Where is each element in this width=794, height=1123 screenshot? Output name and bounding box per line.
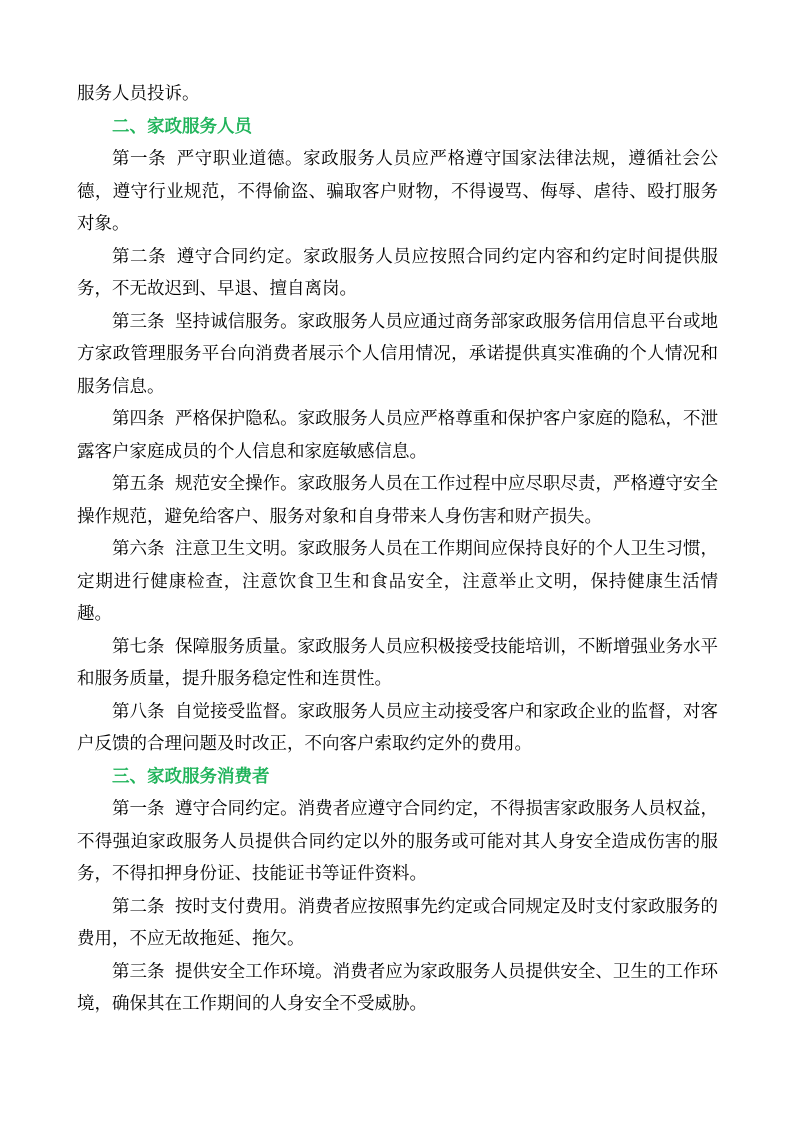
article-text: 遵守合同约定。消费者应遵守合同约定，不得损害家政服务人员权益，不得强迫家政服务人员提供合同约定以外的服务或可能对其人身安全造成伤害的服务，不得扣押身份证、技能证书等证件资料。	[77, 799, 718, 884]
article-text: 遵守合同约定。家政服务人员应按照合同约定内容和约定时间提供服务，不无故迟到、早退、擅自离岗。	[77, 246, 718, 299]
article-text: 保障服务质量。家政服务人员应积极接受技能培训，不断增强业务水平和服务质量，提升服务稳定性和连贯性。	[77, 636, 718, 689]
article-paragraph	[77, 143, 718, 241]
article-text: 坚持诚信服务。家政服务人员应通过商务部家政服务信用信息平台或地方家政管理服务平台向消费者展示个人信用情况，承诺提供真实准确的个人情况和服务信息。	[77, 311, 718, 397]
article-number: 第七条	[112, 636, 165, 657]
article-number: 第四条	[112, 409, 165, 429]
article-number: 第六条	[112, 539, 165, 559]
article-text: 提供安全工作环境。消费者应为家政服务人员提供安全、卫生的工作环境，确保其在工作期间的人身安全不受威胁。	[77, 961, 718, 1014]
article-number: 第二条	[112, 246, 167, 267]
article-text: 严格保护隐私。家政服务人员应严格尊重和保护客户家庭的隐私，不泄露客户家庭成员的个人信息和家庭敏感信息。	[77, 409, 718, 462]
article-number: 第一条	[112, 799, 165, 819]
document-page	[77, 78, 718, 1021]
article-paragraph	[77, 533, 718, 631]
article-number: 第五条	[112, 474, 165, 494]
section-heading-2: 二、家政服务人员	[112, 116, 252, 137]
article-paragraph	[77, 241, 718, 306]
article-paragraph	[77, 891, 718, 956]
article-paragraph	[77, 956, 718, 1021]
article-text: 严守职业道德。家政服务人员应严格遵守国家法律法规，遵循社会公德，遵守行业规范，不得偷盗、骗取客户财物，不得谩骂、侮辱、虐待、殴打服务对象。	[77, 149, 718, 234]
article-text: 按时支付费用。消费者应按照事先约定或合同规定及时支付家政服务的费用，不应无故拖延、拖欠。	[77, 896, 718, 949]
article-paragraph	[77, 468, 718, 533]
article-number: 第三条	[112, 311, 165, 332]
lead-paragraph: 服务人员投诉。	[77, 84, 200, 104]
article-text: 自觉接受监督。家政服务人员应主动接受客户和家政企业的监督，对客户反馈的合理问题及时改正，不向客户索取约定外的费用。	[77, 701, 718, 754]
article-paragraph	[77, 793, 718, 891]
article-paragraph	[77, 631, 718, 696]
article-text: 规范安全操作。家政服务人员在工作过程中应尽职尽责，严格遵守安全操作规范，避免给客户、服务对象和自身带来人身伤害和财产损失。	[77, 474, 718, 527]
section-heading-3: 三、家政服务消费者	[112, 766, 270, 787]
article-paragraph	[77, 403, 718, 468]
article-number: 第一条	[112, 149, 167, 169]
article-paragraph	[77, 306, 718, 404]
article-number: 第二条	[112, 896, 165, 917]
article-number: 第三条	[112, 961, 165, 982]
article-number: 第八条	[112, 701, 165, 722]
article-paragraph	[77, 696, 718, 761]
article-text: 注意卫生文明。家政服务人员在工作期间应保持良好的个人卫生习惯，定期进行健康检查，注意饮食卫生和食品安全，注意举止文明，保持健康生活情趣。	[77, 539, 718, 624]
